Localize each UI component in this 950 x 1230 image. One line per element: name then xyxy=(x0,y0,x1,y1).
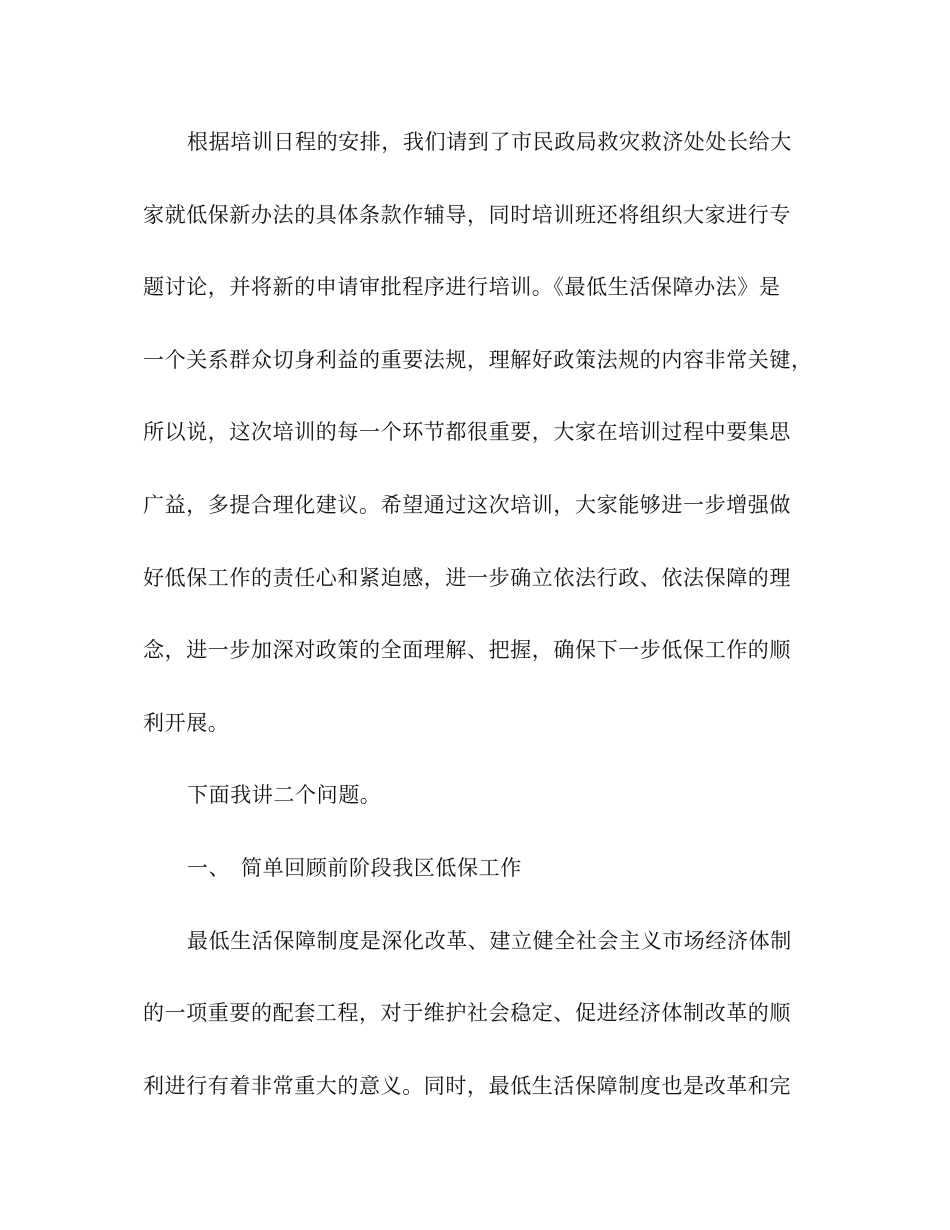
paragraph-line: 题讨论，并将新的申请审批程序进行培训。《最低生活保障办法》是 xyxy=(143,275,781,300)
section-heading xyxy=(143,848,805,921)
body-text xyxy=(143,122,813,1138)
paragraph-line: 好低保工作的责任心和紧迫感，进一步确立依法行政、依法保障的理 xyxy=(143,565,791,590)
paragraph-line: 利开展。 xyxy=(143,710,230,735)
paragraph-line: 利进行有着非常重大的意义。同时，最低生活保障制度也是改革和完 xyxy=(143,1073,791,1098)
paragraph-line: 一个关系群众切身利益的重要法规，理解好政策法规的内容非常关键， xyxy=(143,347,813,372)
paragraph-line: 根据培训日程的安排，我们请到了市民政局救灾救济处处长给大 xyxy=(187,130,792,154)
paragraph-line: 家就低保新办法的具体条款作辅导，同时培训班还将组织大家进行专 xyxy=(143,202,791,227)
section-title: 简单回顾前阶段我区低保工作 xyxy=(241,855,522,880)
paragraph-line: 念，进一步加深对政策的全面理解、把握，确保下一步低保工作的顺 xyxy=(143,638,791,663)
paragraph-line: 的一项重要的配套工程，对于维护社会稳定、促进经济体制改革的顺 xyxy=(143,1001,791,1026)
paragraph-line: 所以说，这次培训的每一个环节都很重要，大家在培训过程中要集思 xyxy=(143,420,791,445)
section-number: 一、 xyxy=(187,855,231,880)
paragraph-line: 广益，多提合理化建议。希望通过这次培训，大家能够进一步增强做 xyxy=(143,492,791,517)
paragraph-line: 下面我讲二个问题。 xyxy=(187,783,382,808)
paragraph-line: 最低生活保障制度是深化改革、建立健全社会主义市场经济体制 xyxy=(187,928,792,953)
